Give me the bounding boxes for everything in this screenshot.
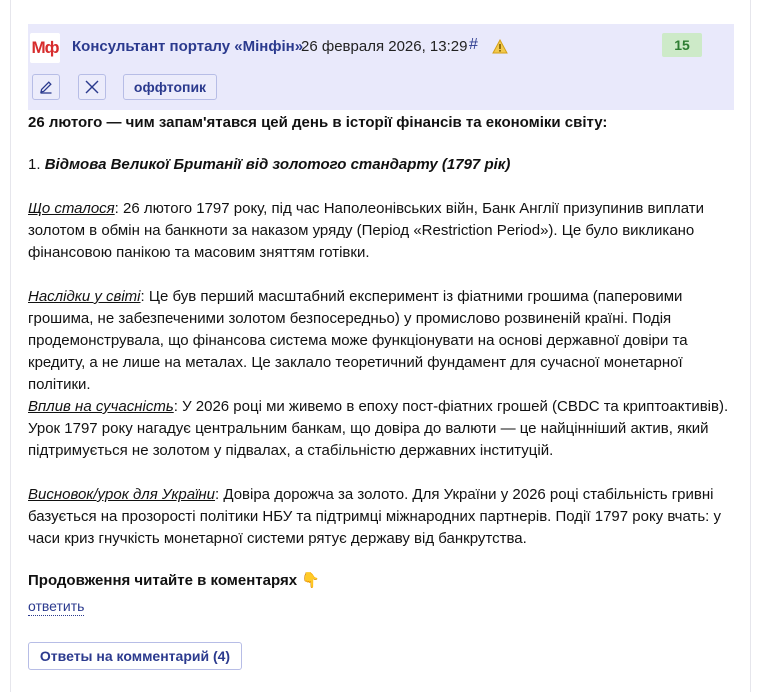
item-title: Відмова Великої Британії від золотого стандарту (1797 рік)	[44, 156, 511, 173]
left-border	[10, 0, 11, 692]
section-consequences	[28, 286, 738, 396]
close-icon	[84, 79, 100, 95]
offtopic-button[interactable]: оффтопик	[123, 74, 217, 100]
section-modern-impact	[28, 396, 738, 462]
section-conclusion	[28, 484, 738, 550]
post-lead: 26 лютого — чим запам'ятався цей день в історії фінансів та економіки світу:	[28, 114, 608, 131]
section-text: : Довіра дорожча за золото. Для України у 2026 році стабільність гривні базується на прозорості політики НБУ та підтримці міжнародних партнерів. Події 1797 року вчать: у часи криз гнучкість монетарної системи рятує державу від банкрутства.	[28, 486, 721, 547]
section-text: : У 2026 році ми живемо в епоху пост-фіатних грошей (CBDC та криптоактивів). Урок 1797 року нагадує центральним банкам, що довіра до валюти — це найцінніший актив, який підтримується не золотом у підвалах, а стабільністю державних інституцій.	[28, 398, 729, 459]
replies-button[interactable]: Ответы на комментарий (4)	[28, 642, 242, 670]
right-border	[750, 0, 751, 692]
rating-badge: 15	[662, 33, 702, 57]
section-text: : Це був перший масштабний експеримент із фіатними грошима (паперовими грошима, не забезпеченими золотом безпосередньо) у промислово розвиненій країні. Подія продемонструвала, що фінансова система може функціонувати на основі державної довіри та кредиту, а не лише на металах. Це заклало теоретичний фундамент для сучасної монетарної політики.	[28, 288, 688, 393]
comment-header	[28, 24, 734, 110]
reply-link[interactable]: ответить	[28, 598, 85, 614]
warning-icon[interactable]	[492, 39, 508, 55]
permalink-hash[interactable]: #	[469, 36, 478, 53]
section-text: : 26 лютого 1797 року, під час Наполеонівських війн, Банк Англії призупинив виплати золотом в обмін на банкноти за наказом уряду (Період «Restriction Period»). Це було викликано фінансовою панікою та масовим зняттям готівки.	[28, 200, 704, 261]
minfin-logo: Мф	[30, 33, 60, 63]
comment-datetime: 26 февраля 2026, 13:29	[301, 38, 468, 55]
item-number: 1.	[28, 156, 45, 173]
item-heading	[28, 154, 510, 176]
section-what-happened	[28, 198, 738, 264]
section-label: Вплив на сучасність	[28, 398, 174, 415]
continue-in-comments: Продовження читайте в коментарях 👇	[28, 572, 320, 589]
section-label: Висновок/урок для України	[28, 486, 216, 503]
author-link[interactable]: Консультант порталу «Мінфін»	[72, 38, 304, 55]
delete-button[interactable]	[78, 74, 106, 100]
section-label: Наслідки у світі	[28, 288, 141, 305]
section-label: Що сталося	[28, 200, 115, 217]
edit-button[interactable]	[32, 74, 60, 100]
pencil-icon	[38, 79, 54, 95]
